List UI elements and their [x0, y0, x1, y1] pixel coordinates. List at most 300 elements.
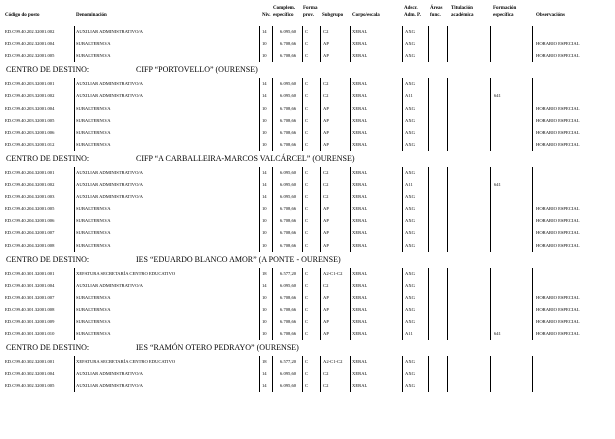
column-divider — [532, 268, 533, 341]
table-row — [0, 179, 615, 191]
cell-nivel: 10 — [262, 319, 267, 324]
cell-corpo: XERAL — [352, 141, 368, 147]
table-row — [0, 280, 615, 292]
column-divider — [490, 356, 491, 392]
centro-destino-label: CENTRO DE DESTINO: — [6, 343, 90, 353]
cell-complemento: 6.708,66 — [280, 141, 297, 147]
column-divider — [320, 78, 321, 151]
cell-complemento: 6.095,60 — [280, 29, 297, 34]
cell-codigo: ED.C99.40.301.32001.009 — [5, 319, 55, 324]
cell-nivel: 14 — [262, 182, 267, 187]
cell-codigo: ED.C99.40.203.32001.005 — [5, 117, 55, 123]
cell-forma: C — [305, 371, 309, 377]
cell-denominacion: XEFATURA SECRETARÍA CENTRO EDUCATIVO — [76, 270, 176, 276]
cell-subgrupo: C2 — [323, 169, 329, 175]
cell-observacions: HORARIO ESPECIAL — [536, 141, 580, 147]
cell-subgrupo: AP — [323, 141, 329, 147]
cell-denominacion: AUXILIAR ADMINISTRATIVO/A — [76, 371, 143, 377]
cell-codigo: ED.C99.40.202.32001.002 — [5, 29, 55, 34]
centro-destino-label: CENTRO DE DESTINO: — [6, 65, 90, 75]
column-divider — [490, 167, 491, 252]
cell-observacions: HORARIO ESPECIAL — [536, 129, 580, 135]
column-divider — [350, 167, 351, 252]
cell-corpo: XERAL — [352, 129, 368, 135]
cell-complemento: 6.095,60 — [280, 93, 297, 99]
cell-subgrupo: AP — [323, 218, 329, 224]
cell-subgrupo: AP — [323, 294, 329, 300]
column-divider — [490, 26, 491, 62]
column-divider — [428, 78, 429, 151]
table-row — [0, 328, 615, 340]
cell-complemento: 6.095,60 — [280, 182, 297, 187]
table-row — [0, 227, 615, 239]
cell-subgrupo: AP — [323, 206, 329, 212]
cell-adscr: AXG — [405, 282, 415, 288]
table-row — [0, 356, 615, 368]
table-row — [0, 50, 615, 62]
cell-forma: C — [305, 383, 309, 389]
column-divider — [428, 26, 429, 62]
centro-destino-heading — [0, 154, 615, 164]
cell-nivel: 10 — [262, 53, 267, 59]
column-divider — [272, 26, 273, 62]
cell-corpo: XERAL — [352, 359, 368, 365]
column-divider — [259, 167, 260, 252]
cell-denominacion: SUBALTERNO/A — [76, 105, 111, 111]
cell-adscr: AXG — [405, 359, 415, 365]
cell-nivel: 14 — [262, 93, 267, 99]
header-adscr-2: Adm. P. — [404, 13, 421, 18]
header-areas-1: Áreas — [430, 6, 443, 11]
cell-observacions: HORARIO ESPECIAL — [536, 306, 580, 312]
header-forma-2: prov. — [303, 13, 314, 18]
cell-nivel: 10 — [262, 129, 267, 135]
cell-forma: C — [305, 129, 309, 135]
table-row — [0, 191, 615, 203]
cell-subgrupo: C2 — [323, 182, 329, 187]
column-divider — [320, 167, 321, 252]
cell-forma: C — [305, 270, 309, 276]
column-divider — [447, 268, 448, 341]
cell-denominacion: SUBALTERNO/A — [76, 41, 111, 47]
cell-subgrupo: AP — [323, 230, 329, 236]
cell-observacions: HORARIO ESPECIAL — [536, 53, 580, 59]
cell-complemento: 6.708,66 — [280, 319, 297, 324]
table-row — [0, 139, 615, 151]
table-row — [0, 26, 615, 38]
cell-corpo: XERAL — [352, 117, 368, 123]
cell-corpo: XERAL — [352, 29, 368, 34]
cell-subgrupo: A2-C1-C2 — [323, 270, 343, 276]
cell-complemento: 6.095,60 — [280, 383, 297, 389]
cell-codigo: ED.C99.40.301.32001.008 — [5, 306, 55, 312]
cell-denominacion: SUBALTERNO/A — [76, 242, 111, 248]
cell-observacions: HORARIO ESPECIAL — [536, 41, 580, 47]
column-divider — [490, 268, 491, 341]
column-divider — [302, 356, 303, 392]
cell-denominacion: AUXILIAR ADMINISTRATIVO/A — [76, 81, 143, 87]
cell-complemento: 6.708,66 — [280, 41, 297, 47]
cell-nivel: 10 — [262, 242, 267, 248]
column-divider — [447, 78, 448, 151]
column-divider — [320, 26, 321, 62]
cell-corpo: XERAL — [352, 206, 368, 212]
cell-denominacion: AUXILIAR ADMINISTRATIVO/A — [76, 29, 143, 34]
centro-destino-name: IES “RAMÓN OTERO PEDRAYO” (OURENSE) — [136, 343, 299, 353]
cell-complemento: 6.095,60 — [280, 282, 297, 288]
header-formacion-2: específica — [493, 13, 514, 18]
cell-forma: C — [305, 294, 309, 300]
cell-complemento: 6.577,20 — [280, 359, 297, 365]
cell-codigo: ED.C99.40.203.32001.001 — [5, 81, 55, 87]
column-divider — [402, 26, 403, 62]
cell-nivel: 14 — [262, 169, 267, 175]
cell-adscr: AXG — [405, 169, 415, 175]
cell-subgrupo: C2 — [323, 282, 329, 288]
cell-corpo: XERAL — [352, 182, 368, 187]
column-divider — [447, 26, 448, 62]
column-divider — [320, 268, 321, 341]
cell-forma: C — [305, 194, 309, 200]
cell-denominacion: AUXILIAR ADMINISTRATIVO/A — [76, 194, 143, 200]
cell-forma: C — [305, 169, 309, 175]
column-divider — [302, 167, 303, 252]
cell-nivel: 14 — [262, 29, 267, 34]
cell-complemento: 6.095,60 — [280, 81, 297, 87]
cell-complemento: 6.708,66 — [280, 105, 297, 111]
column-divider — [532, 167, 533, 252]
cell-nivel: 10 — [262, 105, 267, 111]
cell-adscr: AXG — [405, 105, 415, 111]
column-divider — [272, 268, 273, 341]
header-areas-2: func. — [430, 13, 441, 18]
cell-corpo: XERAL — [352, 306, 368, 312]
header-complemento-2: específico — [273, 13, 294, 18]
cell-forma: C — [305, 359, 309, 365]
column-divider — [74, 268, 75, 341]
cell-corpo: XERAL — [352, 194, 368, 200]
cell-complemento: 6.708,66 — [280, 306, 297, 312]
cell-forma: C — [305, 81, 309, 87]
cell-subgrupo: AP — [323, 41, 329, 47]
table-row — [0, 304, 615, 316]
cell-codigo: ED.C99.40.203.32001.004 — [5, 105, 55, 111]
cell-denominacion: AUXILIAR ADMINISTRATIVO/A — [76, 169, 143, 175]
cell-nivel: 14 — [262, 282, 267, 288]
cell-adscr: AXG — [405, 270, 415, 276]
cell-denominacion: XEFATURA SECRETARÍA CENTRO EDUCATIVO — [76, 359, 176, 365]
cell-corpo: XERAL — [352, 371, 368, 377]
header-observacions: Observacións — [536, 13, 565, 18]
header-formacion-1: Formación — [493, 6, 517, 11]
column-divider — [272, 78, 273, 151]
cell-complemento: 6.577,20 — [280, 270, 297, 276]
cell-forma: C — [305, 242, 309, 248]
cell-codigo: ED.C99.40.202.32001.005 — [5, 53, 55, 59]
column-divider — [259, 356, 260, 392]
cell-denominacion: SUBALTERNO/A — [76, 319, 111, 324]
table-row — [0, 115, 615, 127]
header-codigo: Código do posto — [5, 13, 40, 18]
table-row — [0, 215, 615, 227]
column-divider — [447, 356, 448, 392]
column-divider — [447, 167, 448, 252]
cell-denominacion: AUXILIAR ADMINISTRATIVO/A — [76, 182, 143, 187]
cell-corpo: XERAL — [352, 331, 368, 337]
column-divider — [320, 356, 321, 392]
cell-observacions: HORARIO ESPECIAL — [536, 331, 580, 337]
cell-codigo: ED.C99.40.203.32001.006 — [5, 129, 55, 135]
cell-adscr: AXG — [405, 53, 415, 59]
cell-denominacion: SUBALTERNO/A — [76, 206, 111, 212]
cell-denominacion: SUBALTERNO/A — [76, 306, 111, 312]
centro-destino-name: CIFP “A CARBALLEIRA-MARCOS VALCÁRCEL” (OURENSE) — [136, 153, 355, 163]
cell-subgrupo: AP — [323, 319, 329, 324]
column-divider — [402, 78, 403, 151]
cell-forma: C — [305, 331, 309, 337]
header-titulacion-2: académica — [451, 13, 474, 18]
cell-subgrupo: C2 — [323, 194, 329, 200]
cell-corpo: XERAL — [352, 294, 368, 300]
cell-nivel: 14 — [262, 81, 267, 87]
cell-forma: C — [305, 218, 309, 224]
cell-corpo: XERAL — [352, 319, 368, 324]
centro-destino-label: CENTRO DE DESTINO: — [6, 254, 90, 264]
cell-codigo: ED.C99.40.302.32001.005 — [5, 383, 55, 389]
cell-corpo: XERAL — [352, 93, 368, 99]
column-divider — [74, 26, 75, 62]
centro-destino-heading — [0, 255, 615, 265]
cell-forma: C — [305, 53, 309, 59]
cell-complemento: 6.708,66 — [280, 117, 297, 123]
header-adscr-1: Adscr. — [404, 6, 418, 11]
cell-codigo: ED.C99.40.301.32001.007 — [5, 294, 55, 300]
cell-adscr: AXG — [405, 29, 415, 34]
cell-forma: C — [305, 29, 309, 34]
cell-nivel: 18 — [262, 270, 267, 276]
cell-formacion: 641 — [494, 331, 501, 337]
centro-destino-name: CIFP “PORTOVELLO” (OURENSE) — [136, 65, 258, 75]
centro-destino-heading — [0, 65, 615, 75]
table-row — [0, 90, 615, 102]
cell-observacions: HORARIO ESPECIAL — [536, 105, 580, 111]
cell-codigo: ED.C99.40.202.32001.004 — [5, 41, 55, 47]
cell-observacions: HORARIO ESPECIAL — [536, 294, 580, 300]
cell-denominacion: AUXILIAR ADMINISTRATIVO/A — [76, 383, 143, 389]
cell-subgrupo: C2 — [323, 371, 329, 377]
cell-forma: C — [305, 319, 309, 324]
cell-subgrupo: AP — [323, 117, 329, 123]
cell-nivel: 10 — [262, 141, 267, 147]
cell-codigo: ED.C99.40.301.32001.001 — [5, 270, 55, 276]
cell-nivel: 10 — [262, 117, 267, 123]
cell-observacions: HORARIO ESPECIAL — [536, 242, 580, 248]
header-titulacion-1: Titulación — [451, 6, 473, 11]
cell-corpo: XERAL — [352, 105, 368, 111]
cell-subgrupo: A2-C1-C2 — [323, 359, 343, 365]
cell-adscr: AXG — [405, 218, 415, 224]
column-divider — [350, 268, 351, 341]
cell-forma: C — [305, 105, 309, 111]
cell-subgrupo: AP — [323, 53, 329, 59]
cell-denominacion: SUBALTERNO/A — [76, 53, 111, 59]
column-divider — [259, 78, 260, 151]
cell-forma: C — [305, 230, 309, 236]
column-divider — [74, 167, 75, 252]
column-divider — [532, 26, 533, 62]
cell-subgrupo: C2 — [323, 93, 329, 99]
cell-codigo: ED.C99.40.204.32001.006 — [5, 218, 55, 224]
cell-corpo: XERAL — [352, 169, 368, 175]
table-row — [0, 316, 615, 328]
column-divider — [302, 268, 303, 341]
cell-adscr: AXG — [405, 206, 415, 212]
column-divider — [350, 78, 351, 151]
cell-denominacion: SUBALTERNO/A — [76, 218, 111, 224]
cell-complemento: 6.708,66 — [280, 129, 297, 135]
cell-codigo: ED.C99.40.301.32001.004 — [5, 282, 55, 288]
cell-subgrupo: C2 — [323, 383, 329, 389]
cell-codigo: ED.C99.40.302.32001.004 — [5, 371, 55, 377]
cell-codigo: ED.C99.40.204.32001.005 — [5, 206, 55, 212]
cell-observacions: HORARIO ESPECIAL — [536, 117, 580, 123]
cell-nivel: 10 — [262, 230, 267, 236]
column-divider — [490, 78, 491, 151]
cell-nivel: 10 — [262, 218, 267, 224]
cell-corpo: XERAL — [352, 383, 368, 389]
cell-nivel: 10 — [262, 306, 267, 312]
cell-adscr: AXG — [405, 129, 415, 135]
table-row — [0, 368, 615, 380]
column-divider — [532, 78, 533, 151]
column-divider — [272, 356, 273, 392]
column-divider — [428, 268, 429, 341]
cell-denominacion: AUXILIAR ADMINISTRATIVO/A — [76, 93, 143, 99]
cell-observacions: HORARIO ESPECIAL — [536, 206, 580, 212]
cell-corpo: XERAL — [352, 81, 368, 87]
cell-forma: C — [305, 206, 309, 212]
cell-nivel: 10 — [262, 294, 267, 300]
cell-subgrupo: AP — [323, 129, 329, 135]
cell-denominacion: SUBALTERNO/A — [76, 141, 111, 147]
cell-codigo: ED.C99.40.302.32001.001 — [5, 359, 55, 365]
table-row — [0, 203, 615, 215]
cell-nivel: 18 — [262, 359, 267, 365]
cell-codigo: ED.C99.40.204.32001.003 — [5, 194, 55, 200]
cell-subgrupo: AP — [323, 306, 329, 312]
header-corpo: Corpo/escala — [352, 13, 380, 18]
cell-subgrupo: AP — [323, 331, 329, 337]
cell-corpo: XERAL — [352, 242, 368, 248]
cell-adscr: A11 — [405, 331, 413, 337]
cell-denominacion: SUBALTERNO/A — [76, 331, 111, 337]
cell-complemento: 6.708,66 — [280, 53, 297, 59]
cell-subgrupo: C2 — [323, 29, 329, 34]
header-denominacion: Denominación — [76, 13, 107, 18]
cell-codigo: ED.C99.40.203.32001.012 — [5, 141, 55, 147]
cell-adscr: AXG — [405, 319, 415, 324]
cell-nivel: 14 — [262, 194, 267, 200]
cell-nivel: 14 — [262, 371, 267, 377]
table-row — [0, 268, 615, 280]
column-divider — [302, 78, 303, 151]
centro-destino-label: CENTRO DE DESTINO: — [6, 153, 90, 163]
header-nivel: Niv. — [262, 13, 271, 18]
column-divider — [428, 167, 429, 252]
cell-adscr: AXG — [405, 294, 415, 300]
cell-codigo: ED.C99.40.204.32001.008 — [5, 242, 55, 248]
cell-codigo: ED.C99.40.204.32001.007 — [5, 230, 55, 236]
cell-adscr: A11 — [405, 93, 413, 99]
cell-subgrupo: AP — [323, 242, 329, 248]
cell-corpo: XERAL — [352, 230, 368, 236]
column-divider — [402, 167, 403, 252]
cell-adscr: AXG — [405, 371, 415, 377]
cell-corpo: XERAL — [352, 282, 368, 288]
cell-forma: C — [305, 41, 309, 47]
cell-complemento: 6.708,66 — [280, 218, 297, 224]
cell-corpo: XERAL — [352, 53, 368, 59]
column-divider — [428, 356, 429, 392]
cell-forma: C — [305, 117, 309, 123]
cell-corpo: XERAL — [352, 41, 368, 47]
cell-forma: C — [305, 306, 309, 312]
column-divider — [259, 268, 260, 341]
table-row — [0, 103, 615, 115]
cell-codigo: ED.C99.40.204.32001.001 — [5, 169, 55, 175]
cell-formacion: 641 — [494, 182, 501, 187]
table-row — [0, 292, 615, 304]
cell-observacions: HORARIO ESPECIAL — [536, 218, 580, 224]
cell-adscr: A11 — [405, 182, 413, 187]
cell-corpo: XERAL — [352, 270, 368, 276]
cell-denominacion: SUBALTERNO/A — [76, 129, 111, 135]
column-divider — [532, 356, 533, 392]
cell-subgrupo: AP — [323, 105, 329, 111]
cell-codigo: ED.C99.40.204.32001.002 — [5, 182, 55, 187]
cell-complemento: 6.095,60 — [280, 371, 297, 377]
column-divider — [272, 167, 273, 252]
header-complemento-1: Complem. — [273, 6, 296, 11]
cell-complemento: 6.708,66 — [280, 331, 297, 337]
cell-adscr: AXG — [405, 306, 415, 312]
cell-adscr: AXG — [405, 230, 415, 236]
cell-denominacion: AUXILIAR ADMINISTRATIVO/A — [76, 282, 143, 288]
column-divider — [74, 78, 75, 151]
column-divider — [402, 356, 403, 392]
cell-complemento: 6.708,66 — [280, 206, 297, 212]
cell-complemento: 6.095,60 — [280, 169, 297, 175]
cell-complemento: 6.095,60 — [280, 194, 297, 200]
cell-adscr: AXG — [405, 117, 415, 123]
table-row — [0, 38, 615, 50]
cell-adscr: AXG — [405, 383, 415, 389]
header-forma-1: Forma — [303, 6, 318, 11]
header-subgrupo: Subgrupo — [322, 13, 344, 18]
cell-denominacion: SUBALTERNO/A — [76, 230, 111, 236]
cell-forma: C — [305, 141, 309, 147]
cell-adscr: AXG — [405, 41, 415, 47]
cell-adscr: AXG — [405, 141, 415, 147]
column-divider — [74, 356, 75, 392]
table-row — [0, 127, 615, 139]
table-row — [0, 240, 615, 252]
cell-complemento: 6.708,66 — [280, 242, 297, 248]
cell-complemento: 6.708,66 — [280, 230, 297, 236]
cell-corpo: XERAL — [352, 218, 368, 224]
cell-denominacion: SUBALTERNO/A — [76, 294, 111, 300]
centro-destino-heading — [0, 343, 615, 353]
